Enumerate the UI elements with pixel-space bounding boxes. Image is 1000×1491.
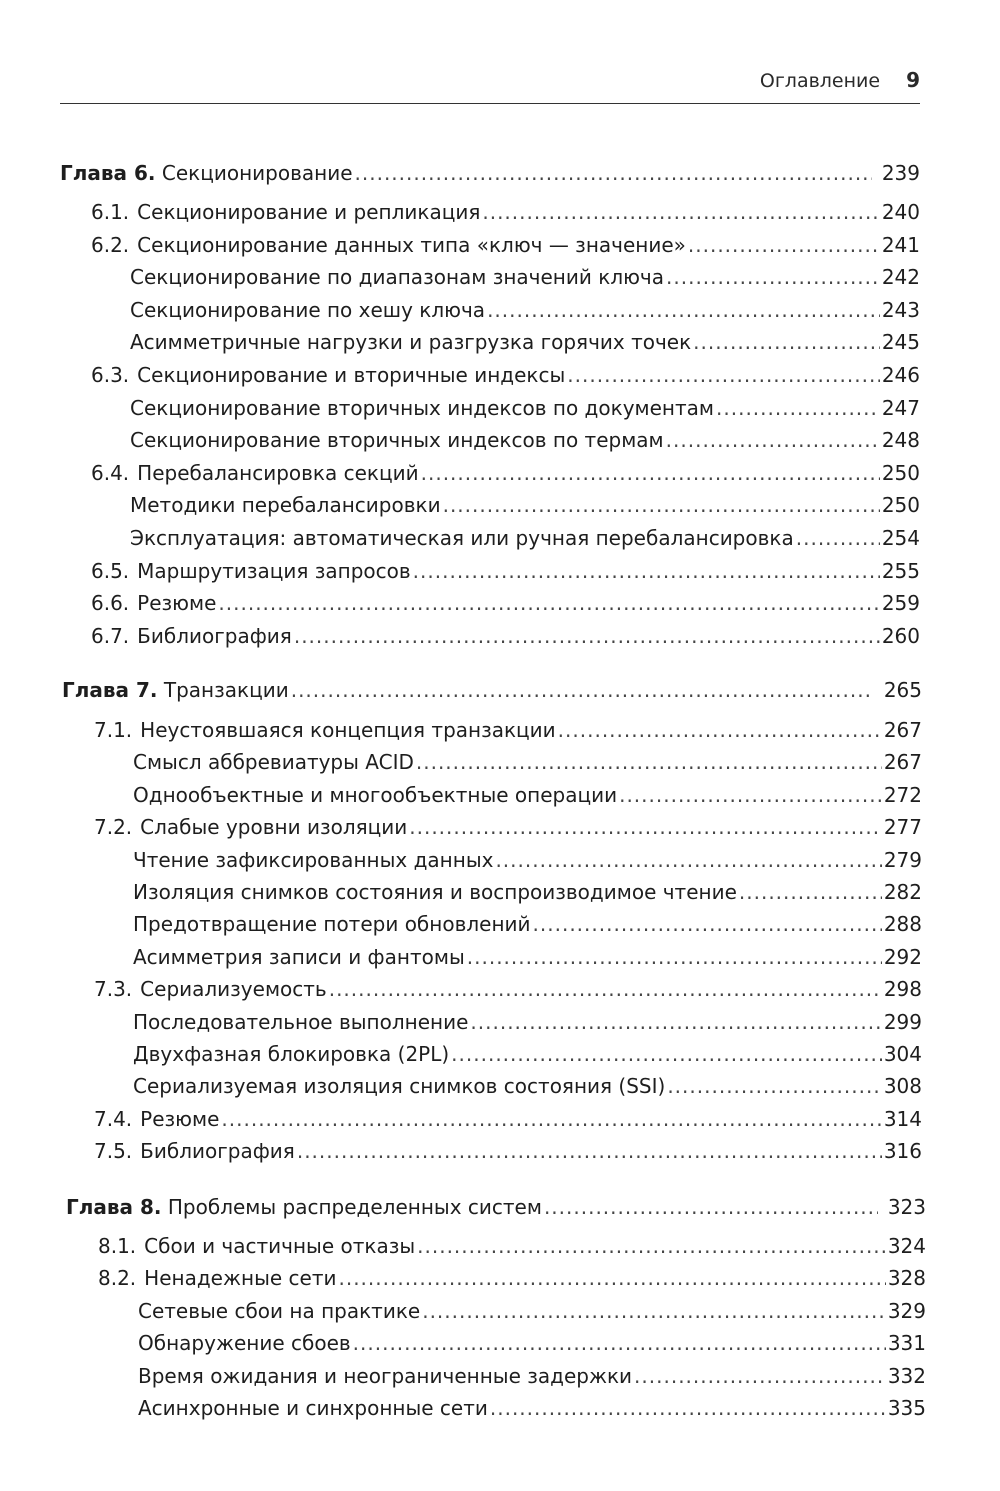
dot-leader [421, 460, 880, 486]
chapter-page-number: 323 [887, 1195, 926, 1219]
toc-subsection-entry [138, 1363, 926, 1389]
entry-title [91, 623, 292, 649]
entry-title [98, 1233, 415, 1259]
entry-title [130, 427, 664, 453]
entry-text: Смысл аббревиатуры ACID [133, 750, 414, 775]
dot-leader [634, 1363, 886, 1389]
dot-leader [221, 1106, 881, 1132]
entry-text: Маршрутизация запросов [137, 558, 411, 583]
entry-page-number: 299 [883, 1009, 922, 1034]
dot-leader [443, 492, 880, 518]
section-number: 7.2. [94, 815, 133, 840]
entry-page-number: 282 [883, 880, 922, 904]
entry-page-number: 243 [881, 297, 920, 322]
dot-leader [716, 395, 880, 421]
entry-page-number: 314 [883, 1106, 922, 1131]
entry-title [133, 1041, 449, 1067]
entry-text: Секционирование данных типа «ключ — значение» [137, 232, 686, 257]
chapter-name: Проблемы распределенных систем [167, 1195, 542, 1219]
entry-page-number: 245 [881, 330, 920, 355]
entry-page-number: 324 [887, 1234, 926, 1258]
chapter-name: Транзакции [163, 678, 289, 702]
dot-leader [558, 717, 882, 743]
toc-subsection-entry [133, 944, 922, 970]
section-number: 7.4. [94, 1106, 133, 1131]
section-number: 7.5. [94, 1139, 133, 1164]
toc-section-entry [91, 199, 920, 225]
chapter-name: Секционирование [161, 161, 353, 185]
entry-title [94, 1106, 219, 1132]
toc-section-entry [91, 232, 920, 258]
entry-page-number: 248 [881, 428, 920, 453]
entry-page-number: 247 [881, 395, 920, 420]
entry-text: Сериализуемая изоляция снимков состояния (SSI) [133, 1074, 666, 1099]
entry-page-number: 298 [883, 977, 922, 1002]
dot-leader [451, 1041, 882, 1067]
dot-leader [619, 782, 882, 808]
chapter-page-number: 239 [881, 161, 920, 185]
entry-title [133, 944, 465, 970]
dot-leader [416, 749, 882, 775]
toc-section-entry [91, 362, 920, 388]
entry-page-number: 254 [881, 526, 920, 550]
section-number: 6.7. [91, 623, 130, 648]
dot-leader [533, 911, 882, 937]
entry-page-number: 304 [883, 1042, 922, 1066]
entry-page-number: 279 [883, 847, 922, 872]
toc-section-entry [94, 717, 922, 743]
entry-page-number: 259 [881, 591, 920, 616]
entry-title [94, 814, 407, 840]
dot-leader [422, 1298, 886, 1324]
entry-page-number: 332 [887, 1363, 926, 1388]
entry-page-number: 255 [881, 558, 920, 583]
entry-text: Библиография [140, 1139, 295, 1164]
entry-page-number: 335 [887, 1396, 926, 1420]
toc-subsection-entry [138, 1298, 926, 1324]
entry-title [133, 749, 414, 775]
dot-leader [490, 1395, 886, 1421]
entry-text: Резюме [140, 1106, 220, 1131]
dot-leader [693, 329, 880, 355]
running-head [60, 68, 920, 92]
entry-page-number: 242 [881, 265, 920, 290]
dot-leader [739, 879, 882, 905]
toc-subsection-entry [133, 847, 922, 873]
entry-page-number: 267 [883, 750, 922, 775]
chapter-title [66, 1194, 542, 1220]
entry-page-number: 260 [881, 623, 920, 648]
toc-section-entry [91, 623, 920, 649]
entry-text: Асимметричные нагрузки и разгрузка горячих точек [130, 330, 692, 355]
dot-leader [218, 590, 879, 616]
entry-text: Секционирование и репликация [137, 200, 481, 224]
dot-leader [294, 623, 880, 649]
entry-page-number: 331 [887, 1331, 926, 1356]
toc-section-entry [94, 1138, 922, 1164]
entry-title [133, 1073, 665, 1099]
dot-leader [409, 814, 882, 840]
toc-subsection-entry [130, 329, 920, 355]
entry-title [138, 1363, 632, 1389]
dot-leader [467, 944, 882, 970]
entry-title [133, 1009, 468, 1035]
entry-page-number: 250 [881, 460, 920, 485]
toc-section-entry [94, 976, 922, 1002]
toc-subsection-entry [133, 749, 922, 775]
chapter-page-number: 265 [883, 678, 922, 702]
dot-leader [487, 297, 880, 323]
section-number: 6.1. [91, 200, 130, 224]
dot-leader [667, 1073, 881, 1099]
entry-text: Методики перебалансировки [130, 493, 441, 518]
toc-section-entry [98, 1233, 926, 1259]
entry-text: Время ожидания и неограниченные задержки [138, 1363, 633, 1388]
entry-page-number: 240 [881, 200, 920, 224]
toc-subsection-entry [133, 879, 922, 905]
entry-page-number: 241 [881, 232, 920, 257]
entry-text: Слабые уровни изоляции [140, 815, 408, 840]
entry-page-number: 277 [883, 815, 922, 840]
toc-section-entry [91, 590, 920, 616]
section-number: 8.2. [98, 1266, 137, 1291]
dot-leader [413, 558, 880, 584]
toc-subsection-entry [133, 911, 922, 937]
toc-subsection-entry [130, 427, 920, 453]
entry-text: Последовательное выполнение [133, 1009, 469, 1034]
dot-leader [796, 525, 880, 551]
entry-page-number: 308 [883, 1074, 922, 1099]
dot-leader [688, 232, 880, 258]
entry-page-number: 316 [883, 1139, 922, 1164]
entry-page-number: 292 [883, 944, 922, 969]
entry-title [133, 782, 617, 808]
toc-section-entry [94, 1106, 922, 1132]
entry-text: Эксплуатация: автоматическая или ручная перебалансировка [130, 526, 794, 550]
chapter-label: Глава 8. [66, 1195, 162, 1219]
toc-subsection-entry [133, 782, 922, 808]
toc-subsection-entry [130, 264, 920, 290]
entry-title [130, 395, 714, 421]
entry-title [138, 1298, 420, 1324]
entry-text: Чтение зафиксированных данных [133, 847, 494, 872]
toc-subsection-entry [138, 1330, 926, 1356]
running-head-page-number: 9 [906, 68, 920, 92]
dot-leader [666, 264, 880, 290]
chapter-label: Глава 6. [60, 161, 156, 185]
section-number: 6.3. [91, 363, 130, 387]
toc-subsection-entry [130, 297, 920, 323]
dot-leader [338, 1265, 885, 1291]
dot-leader [666, 427, 880, 453]
header-rule [60, 103, 920, 104]
entry-title [138, 1395, 488, 1421]
entry-title [91, 590, 216, 616]
entry-title [133, 879, 737, 905]
toc-section-entry [91, 460, 920, 486]
dot-leader [495, 847, 881, 873]
entry-page-number: 328 [887, 1266, 926, 1291]
entry-title [94, 976, 327, 1002]
toc-subsection-entry [138, 1395, 926, 1421]
entry-title [133, 911, 531, 937]
entry-page-number: 329 [887, 1298, 926, 1323]
entry-text: Сетевые сбои на практике [138, 1298, 421, 1323]
toc-subsection-entry [133, 1009, 922, 1035]
entry-text: Секционирование по хешу ключа [130, 297, 486, 322]
entry-text: Асинхронные и синхронные сети [138, 1396, 488, 1420]
entry-text: Секционирование и вторичные индексы [137, 363, 566, 387]
entry-text: Секционирование по диапазонам значений ключа [130, 265, 665, 290]
toc-chapter-entry [62, 677, 922, 703]
entry-text: Перебалансировка секций [137, 460, 419, 485]
entry-page-number: 288 [883, 912, 922, 937]
entry-title [91, 460, 419, 486]
entry-text: Секционирование вторичных индексов по документам [130, 395, 715, 420]
entry-title [91, 232, 686, 258]
toc-chapter-entry [60, 160, 920, 186]
entry-title [138, 1330, 351, 1356]
entry-title [130, 264, 664, 290]
chapter-title [62, 677, 289, 703]
toc-subsection-entry [130, 525, 920, 551]
dot-leader [297, 1138, 882, 1164]
dot-leader [567, 362, 880, 388]
toc-section-entry [98, 1265, 926, 1291]
entry-text: Неустоявшаяся концепция транзакции [140, 718, 556, 742]
entry-page-number: 267 [883, 718, 922, 742]
entry-text: Сбои и частичные отказы [144, 1234, 416, 1258]
entry-title [130, 297, 485, 323]
toc-subsection-entry [130, 395, 920, 421]
entry-text: Библиография [137, 623, 292, 648]
dot-leader [482, 199, 879, 225]
entry-title [91, 558, 411, 584]
entry-title [130, 525, 794, 551]
chapter-label: Глава 7. [62, 678, 158, 702]
entry-text: Изоляция снимков состояния и воспроизводимое чтение [133, 880, 737, 904]
entry-text: Двухфазная блокировка (2PL) [133, 1042, 450, 1066]
running-head-title: Оглавление [759, 70, 881, 92]
entry-page-number: 250 [881, 493, 920, 518]
entry-title [130, 492, 441, 518]
entry-title [94, 717, 556, 743]
entry-text: Ненадежные сети [144, 1266, 337, 1291]
chapter-title [60, 160, 353, 186]
section-number: 7.1. [94, 718, 133, 742]
dot-leader [353, 1330, 886, 1356]
entry-text: Обнаружение сбоев [138, 1331, 351, 1356]
entry-title [133, 847, 493, 873]
section-number: 6.6. [91, 591, 130, 616]
section-number: 6.5. [91, 558, 130, 583]
section-number: 7.3. [94, 977, 133, 1002]
toc-chapter-entry [66, 1194, 926, 1220]
entry-title [91, 362, 565, 388]
toc-subsection-entry [133, 1041, 922, 1067]
toc-section-entry [91, 558, 920, 584]
dot-leader [544, 1194, 878, 1220]
toc-section-entry [94, 814, 922, 840]
section-number: 8.1. [98, 1234, 137, 1258]
dot-leader [291, 677, 874, 703]
entry-text: Сериализуемость [140, 977, 327, 1002]
section-number: 6.4. [91, 460, 130, 485]
toc-subsection-entry [130, 492, 920, 518]
entry-title [130, 329, 691, 355]
entry-text: Секционирование вторичных индексов по термам [130, 428, 664, 453]
entry-text: Асимметрия записи и фантомы [133, 944, 465, 969]
entry-text: Резюме [137, 591, 217, 616]
dot-leader [329, 976, 882, 1002]
section-number: 6.2. [91, 232, 130, 257]
dot-leader [417, 1233, 886, 1259]
entry-text: Предотвращение потери обновлений [133, 912, 531, 937]
entry-page-number: 246 [881, 363, 920, 387]
dot-leader [355, 160, 872, 186]
dot-leader [470, 1009, 881, 1035]
entry-title [98, 1265, 336, 1291]
entry-page-number: 272 [883, 782, 922, 807]
entry-text: Однообъектные и многообъектные операции [133, 782, 618, 807]
entry-title [91, 199, 480, 225]
toc-subsection-entry [133, 1073, 922, 1099]
entry-title [94, 1138, 295, 1164]
